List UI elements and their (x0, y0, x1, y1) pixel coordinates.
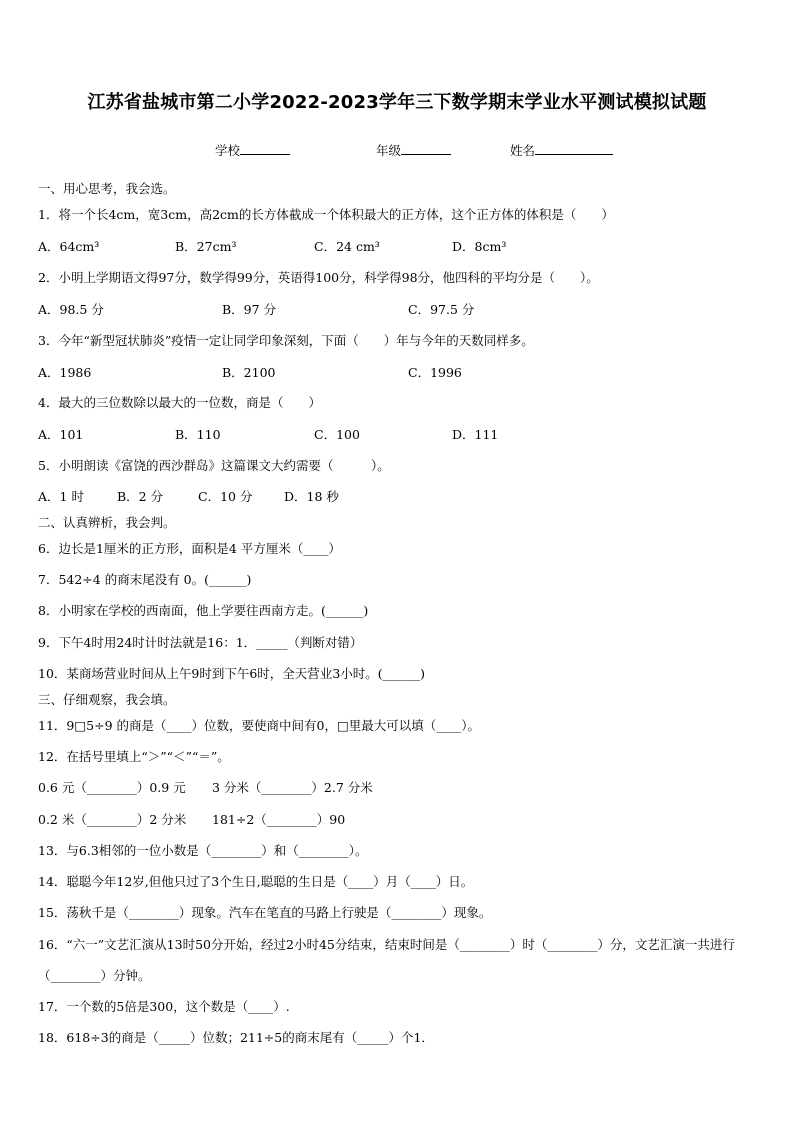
question-9: 9．下午4时用24时计时法就是16：1．_____（判断对错） (38, 635, 363, 650)
comparison-item[interactable]: 181÷2（________）90 (212, 812, 346, 827)
option-a[interactable]: A．1986 (38, 365, 92, 380)
comparison-item[interactable]: 3 分米（________）2.7 分米 (212, 780, 373, 795)
option-c[interactable]: C．24 cm³ (314, 239, 380, 254)
school-label: 学校 (215, 143, 241, 158)
comparison-item[interactable]: 0.6 元（________）0.9 元 (38, 780, 186, 795)
option-c[interactable]: C．1996 (408, 365, 462, 380)
name-label: 姓名 (510, 143, 536, 158)
option-a[interactable]: A．1 时 (38, 489, 84, 504)
school-field[interactable] (215, 141, 290, 159)
section-heading: 二、认真辨析，我会判。 (38, 515, 176, 530)
section-heading: 三、仔细观察，我会填。 (38, 692, 176, 707)
option-b[interactable]: B．27cm³ (175, 239, 237, 254)
question-16: 16．“六一”文艺汇演从13时50分开始，经过2小时45分结束，结束时间是（________）时（________）分，文艺汇演一共进行（________）分钟。 (38, 937, 735, 983)
option-b[interactable]: B．2100 (222, 365, 276, 380)
question-14: 14．聪聪今年12岁,但他只过了3个生日,聪聪的生日是（____）月（____）日。 (38, 874, 474, 889)
question-7: 7．542÷4 的商末尾没有 0。(______) (38, 572, 252, 587)
question-4: 4．最大的三位数除以最大的一位数，商是（ ） (38, 395, 321, 410)
grade-label: 年级 (376, 143, 402, 158)
question-5: 5．小明朗读《富饶的西沙群岛》这篇课文大约需要（ ）。 (38, 458, 390, 473)
option-a[interactable]: A．98.5 分 (38, 302, 104, 317)
option-b[interactable]: B．110 (175, 427, 221, 442)
student-info-row (0, 141, 794, 159)
question-10: 10．某商场营业时间从上午9时到下午6时，全天营业3小时。(______) (38, 666, 426, 681)
question-13: 13．与6.3相邻的一位小数是（________）和（________）。 (38, 843, 368, 858)
grade-field[interactable] (376, 141, 451, 159)
question-12: 12．在括号里填上“＞”“＜”“＝”。 (38, 749, 230, 764)
question-6: 6．边长是1厘米的正方形，面积是4 平方厘米（____） (38, 541, 341, 556)
section-heading: 一、用心思考，我会选。 (38, 181, 176, 196)
option-c[interactable]: C．97.5 分 (408, 302, 475, 317)
page-title: 江苏省盐城市第二小学2022-2023学年三下数学期末学业水平测试模拟试题 (87, 92, 707, 113)
option-c[interactable]: C．10 分 (198, 489, 253, 504)
name-blank[interactable] (535, 141, 613, 155)
option-a[interactable]: A．64cm³ (38, 239, 100, 254)
question-1: 1．将一个长4cm，宽3cm，高2cm的长方体截成一个体积最大的正方体，这个正方体的体积是（ ） (38, 207, 614, 222)
name-field[interactable] (510, 141, 613, 159)
question-3: 3．今年“新型冠状肺炎”疫情一定让同学印象深刻，下面（ ）年与今年的天数同样多。 (38, 333, 534, 348)
question-18: 18．618÷3的商是（_____）位数；211÷5的商末尾有（_____）个1． (38, 1030, 434, 1045)
option-c[interactable]: C．100 (314, 427, 360, 442)
comparison-item[interactable]: 0.2 米（________）2 分米 (38, 812, 187, 827)
option-a[interactable]: A．101 (38, 427, 84, 442)
question-11: 11．9□5÷9 的商是（____）位数，要使商中间有0，□里最大可以填（____）。 (38, 718, 481, 733)
option-d[interactable]: D．111 (452, 427, 499, 442)
option-b[interactable]: B．2 分 (117, 489, 164, 504)
question-15: 15．荡秋千是（________）现象。汽车在笔直的马路上行驶是（________）现象。 (38, 905, 492, 920)
grade-blank[interactable] (401, 141, 451, 155)
option-d[interactable]: D．8cm³ (452, 239, 507, 254)
question-8: 8．小明家在学校的西南面，他上学要往西南方走。(______) (38, 603, 369, 618)
question-17: 17．一个数的5倍是300，这个数是（____）. (38, 999, 290, 1014)
school-blank[interactable] (240, 141, 290, 155)
option-d[interactable]: D．18 秒 (284, 489, 339, 504)
question-2: 2．小明上学期语文得97分，数学得99分，英语得100分，科学得98分，他四科的平均分是（ ）。 (38, 270, 599, 285)
option-b[interactable]: B．97 分 (222, 302, 277, 317)
